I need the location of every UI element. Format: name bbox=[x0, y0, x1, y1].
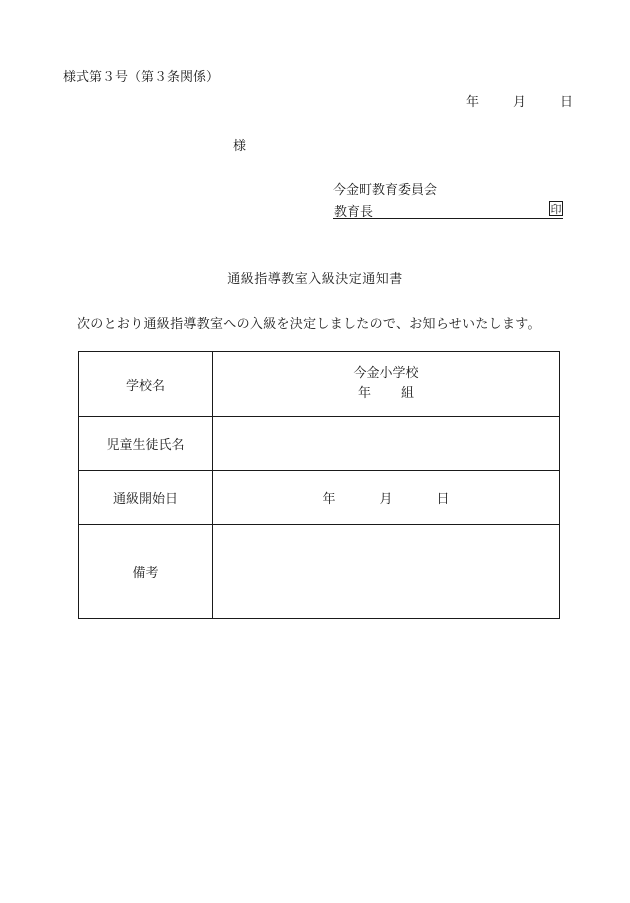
issue-date bbox=[466, 91, 573, 110]
remarks-label: 備考 bbox=[79, 525, 213, 619]
student-label: 児童生徒氏名 bbox=[79, 417, 213, 471]
issue-date-day: 日 bbox=[560, 95, 574, 110]
school-label: 学校名 bbox=[79, 352, 213, 417]
school-year: 年 bbox=[357, 386, 371, 401]
start-date-day: 日 bbox=[436, 492, 450, 507]
start-date-month: 月 bbox=[379, 492, 393, 507]
form-number: 様式第３号（第３条関係） bbox=[63, 70, 220, 85]
remarks-field[interactable] bbox=[213, 525, 560, 619]
document-title: 通級指導教室入級決定通知書 bbox=[227, 272, 403, 287]
table-row-remarks bbox=[79, 525, 560, 619]
issuer-title: 教育長 bbox=[334, 205, 374, 220]
addressee-honorific: 様 bbox=[233, 139, 247, 154]
school-class: 組 bbox=[401, 386, 415, 401]
table-row-school bbox=[79, 352, 560, 417]
start-date-field[interactable] bbox=[213, 471, 560, 525]
school-name: 今金小学校 bbox=[353, 366, 419, 381]
start-date-year: 年 bbox=[322, 492, 336, 507]
start-date-label: 通級開始日 bbox=[79, 471, 213, 525]
table-row-student bbox=[79, 417, 560, 471]
school-grade-class bbox=[213, 384, 559, 404]
school-cell bbox=[213, 352, 560, 417]
table-row-start-date bbox=[79, 471, 560, 525]
info-table bbox=[78, 351, 560, 619]
seal-box: 印 bbox=[550, 203, 562, 216]
document-body: 次のとおり通級指導教室への入級を決定しましたので、お知らせいたします。 bbox=[77, 317, 541, 332]
issuer-organization: 今金町教育委員会 bbox=[333, 183, 438, 198]
issue-date-month: 月 bbox=[513, 95, 527, 110]
issuer-signature-line bbox=[333, 201, 563, 219]
issue-date-year: 年 bbox=[466, 95, 480, 110]
student-name-field[interactable] bbox=[213, 417, 560, 471]
